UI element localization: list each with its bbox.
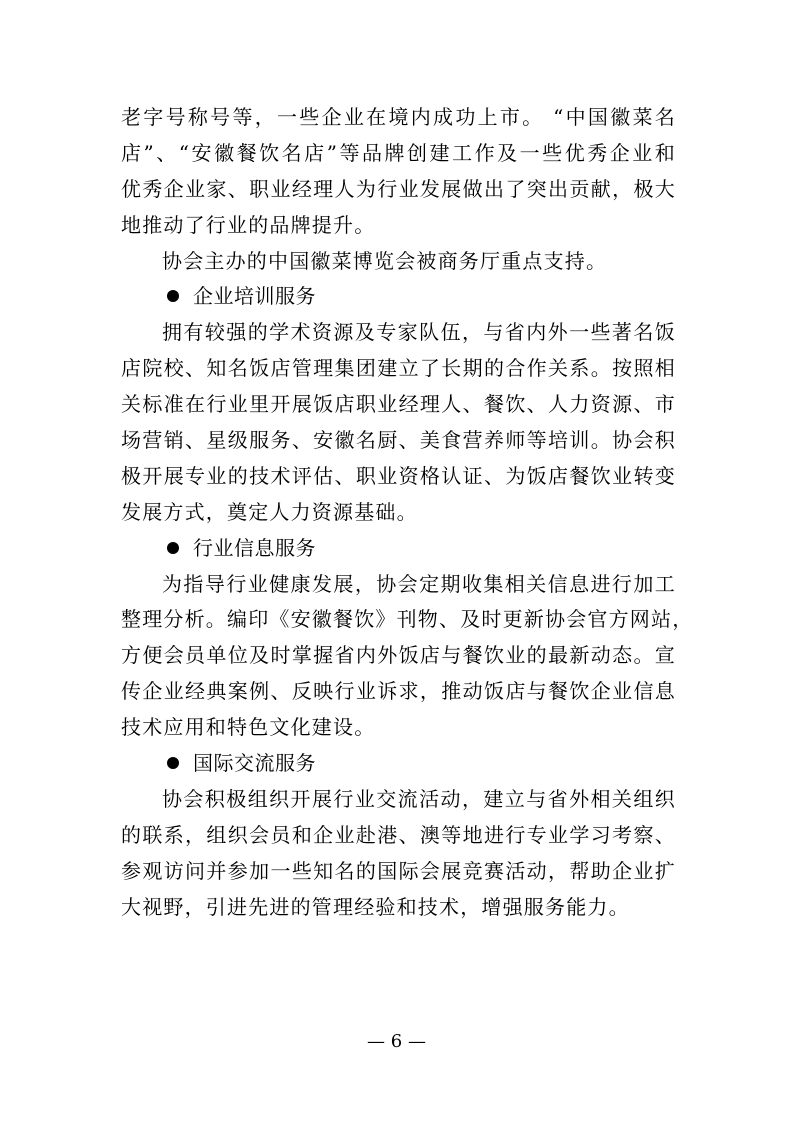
paragraph-information: [121, 567, 694, 746]
text-line: 优秀企业家、职业经理人为行业发展做出了突出贡献，极大: [121, 176, 676, 201]
paragraph-expo: [121, 244, 676, 280]
document-body: [121, 100, 694, 925]
text-line: 整理分析。编印《安徽餐饮》刊物、及时更新协会官方网站，: [121, 607, 694, 632]
text-line: 协会主办的中国徽菜博览会被商务厅重点支持。: [162, 248, 608, 273]
page-number: — 6 —: [367, 1031, 426, 1052]
paragraph-brand: [121, 100, 676, 244]
bullet-icon: [167, 542, 179, 554]
section-heading-information: [121, 531, 676, 567]
text-line: 关标准在行业里开展饭店职业经理人、餐饮、人力资源、市: [121, 392, 676, 417]
heading-label: 企业培训服务: [193, 284, 316, 309]
text-line: 场营销、星级服务、安徽名厨、美食营养师等培训。协会积: [121, 428, 676, 453]
bullet-icon: [167, 757, 179, 769]
text-line: 老字号称号等，一些企业在境内成功上市。 “中国徽菜名: [121, 105, 676, 129]
text-line: 地推动了行业的品牌提升。: [121, 212, 376, 237]
section-heading-international: [121, 746, 676, 782]
text-line: 技术应用和特色文化建设。: [121, 715, 376, 740]
text-line: 的联系，组织会员和企业赴港、澳等地进行专业学习考察、: [121, 822, 676, 847]
heading-label: 国际交流服务: [193, 751, 316, 776]
text-line: 店”、“安徽餐饮名店”等品牌创建工作及一些优秀企业和: [121, 140, 676, 165]
text-line: 参观访问并参加一些知名的国际会展竞赛活动，帮助企业扩: [121, 858, 676, 883]
text-line: 极开展专业的技术评估、职业资格认证、为饭店餐饮业转变: [121, 463, 676, 488]
text-line: 方便会员单位及时掌握省内外饭店与餐饮业的最新动态。宣: [121, 643, 676, 668]
text-line: 传企业经典案例、反映行业诉求，推动饭店与餐饮企业信息: [121, 679, 676, 704]
heading-label: 行业信息服务: [193, 535, 316, 560]
text-line: 大视野，引进先进的管理经验和技术，增强服务能力。: [121, 894, 630, 919]
text-line: 店院校、知名饭店管理集团建立了长期的合作关系。按照相: [121, 356, 676, 381]
text-line: 拥有较强的学术资源及专家队伍，与省内外一些著名饭: [162, 320, 676, 345]
paragraph-training: [121, 315, 676, 530]
bullet-icon: [167, 290, 179, 302]
text-line: 为指导行业健康发展，协会定期收集相关信息进行加工: [162, 571, 676, 596]
section-heading-training: [121, 279, 676, 315]
paragraph-international: [121, 782, 676, 926]
text-line: 发展方式，奠定人力资源基础。: [121, 499, 418, 524]
text-line: 协会积极组织开展行业交流活动，建立与省外相关组织: [162, 786, 676, 811]
